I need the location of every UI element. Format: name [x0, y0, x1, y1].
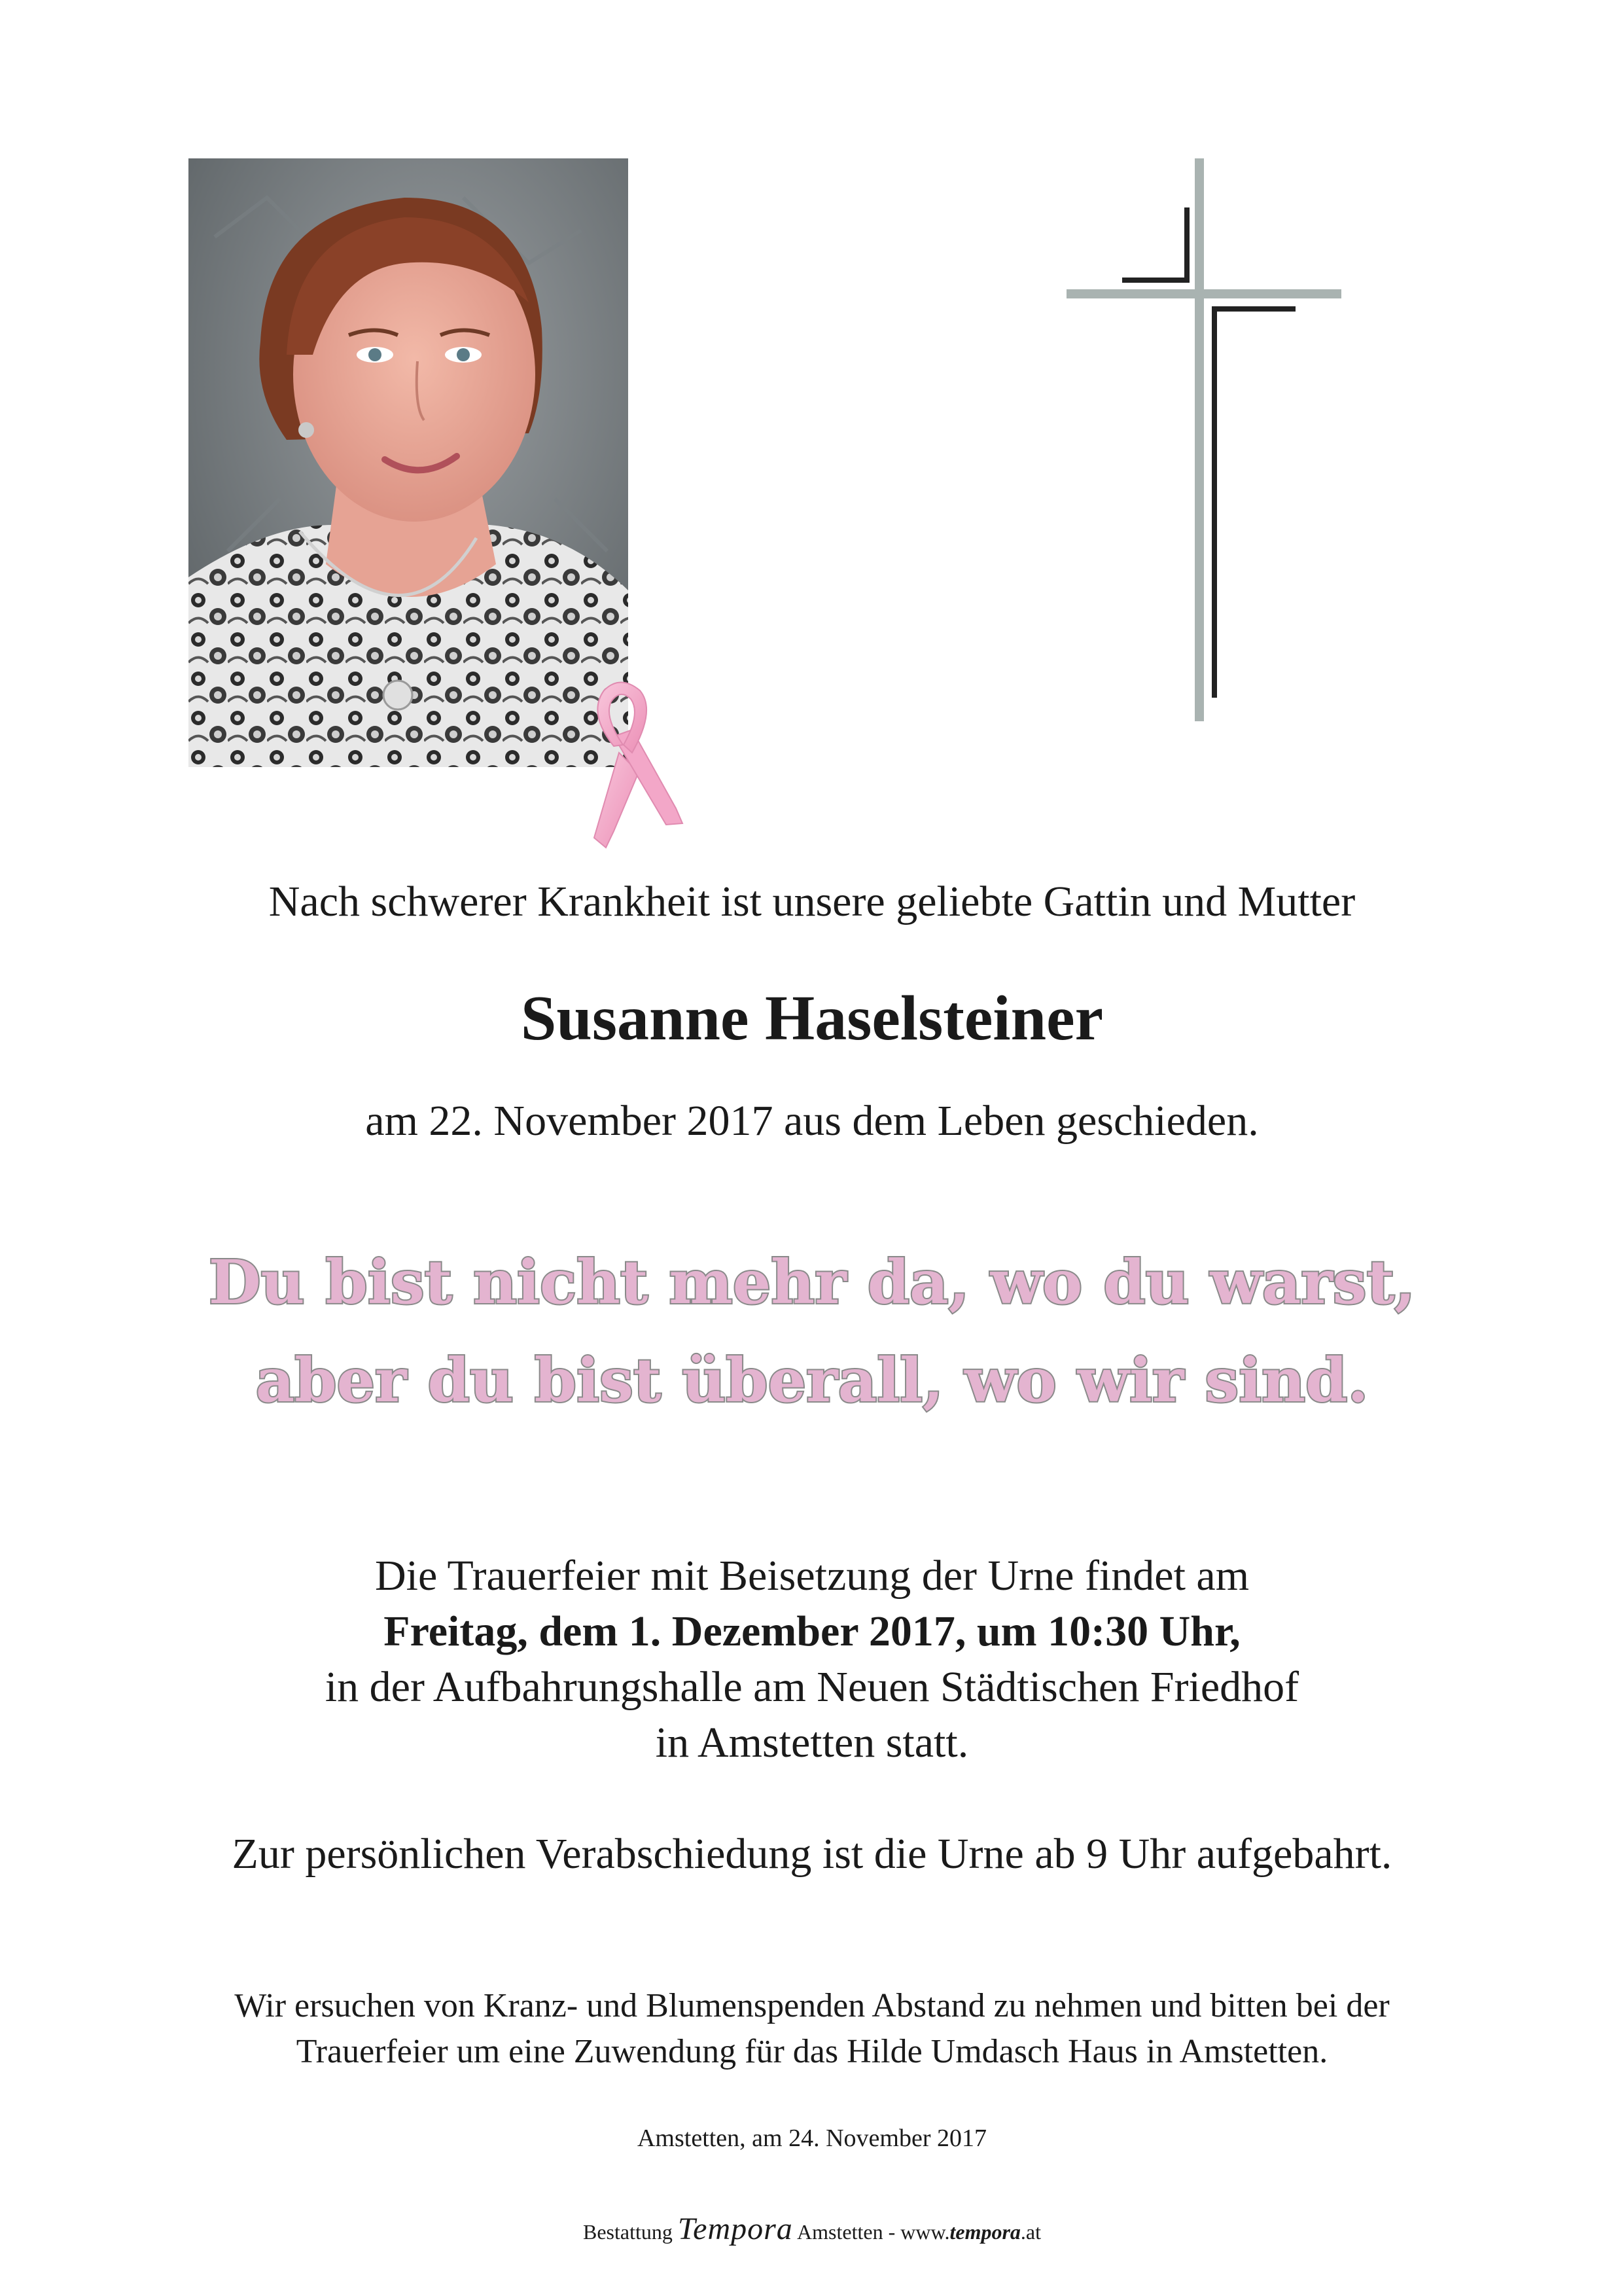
footer-prefix: Bestattung: [582, 2220, 673, 2244]
cross-icon: [1067, 158, 1348, 721]
deceased-name: Susanne Haselsteiner: [520, 983, 1104, 1054]
quote-line-2: aber du bist überall, wo wir sind.: [255, 1345, 1369, 1416]
farewell-text: Zur persönlichen Verabschiedung ist die Urne ab 9 Uhr aufgebahrt.: [232, 1830, 1392, 1878]
quote-line-1: Du bist nicht mehr da, wo du warst,: [208, 1247, 1416, 1318]
footer-credit: [0, 2211, 1624, 2247]
ceremony-line-1: Die Trauerfeier mit Beisetzung der Urne findet am: [374, 1552, 1250, 1600]
ceremony-line-4: in Amstetten statt.: [655, 1719, 969, 1767]
portrait-photo: [188, 158, 628, 767]
ceremony-date-time: Freitag, dem 1. Dezember 2017, um 10:30 Uhr,: [383, 1607, 1241, 1655]
footer-brand: Tempora: [677, 2212, 793, 2246]
intro-text: Nach schwerer Krankheit ist unsere geliebte Gattin und Mutter: [268, 878, 1356, 925]
footer-middle: Amstetten - www.: [797, 2220, 950, 2244]
donation-line-1: Wir ersuchen von Kranz- und Blumenspenden Abstand zu nehmen und bitten bei der: [234, 1987, 1390, 2024]
ceremony-line-3: in der Aufbahrungshalle am Neuen Städtischen Friedhof: [325, 1663, 1299, 1711]
footer-brand-url: tempora: [949, 2220, 1021, 2244]
pink-ribbon-icon: [568, 674, 692, 857]
donation-line-2: Trauerfeier um eine Zuwendung für das Hilde Umdasch Haus in Amstetten.: [296, 2033, 1328, 2070]
death-date-text: am 22. November 2017 aus dem Leben geschieden.: [365, 1097, 1259, 1145]
footer-suffix: .at: [1020, 2220, 1041, 2244]
place-date: Amstetten, am 24. November 2017: [637, 2125, 987, 2152]
